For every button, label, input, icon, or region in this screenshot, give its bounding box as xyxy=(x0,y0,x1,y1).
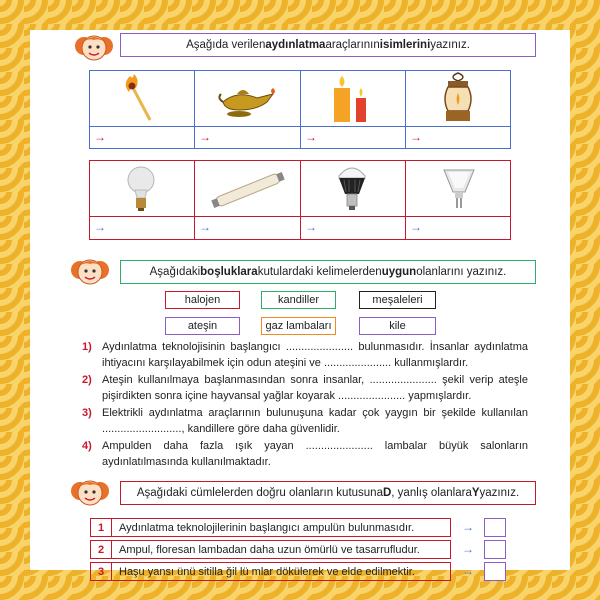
light-bulb-icon xyxy=(126,164,156,219)
statement-text: Haşu yansı ünü sitilla ğil lü mlar dökülerek ve elde edilmektir. xyxy=(111,562,451,581)
halogen-bulb-icon xyxy=(442,166,476,217)
arrow-icon: → xyxy=(462,564,474,578)
matchstick-icon xyxy=(120,72,160,129)
instruction-banner-1: Aşağıda verilen aydınlatma araçlarının isimlerini yazınız. xyxy=(120,33,536,57)
girl-face-icon xyxy=(68,256,112,288)
question-text: Ampulden daha fazla ışık yayan ...................... lambalar büyük salonların aydınlatılmasında kullanılmaktadır. xyxy=(102,440,528,468)
statement-text: Ampul, floresan lambadan daha uzun ömürlü ve tasarrufludur. xyxy=(111,540,451,559)
answer-box-2[interactable] xyxy=(484,540,506,559)
question-text: Ateşin kullanılmaya başlanmasından sonra insanlar, ...................... şekil verip ateşle pişirdikten sonra içine hayvansal yağlar koyarak ...................... yapmışlardır. xyxy=(102,374,528,402)
girl-face-icon xyxy=(68,477,112,509)
statement-number: 1 xyxy=(90,518,112,537)
arrow-icon: → xyxy=(94,130,106,144)
fluorescent-tube-icon xyxy=(208,170,288,215)
answer-box-3[interactable] xyxy=(484,562,506,581)
statement-number: 2 xyxy=(90,540,112,559)
arrow-icon: → xyxy=(410,220,422,234)
word-box-atesin: ateşin xyxy=(165,317,240,335)
worksheet-page xyxy=(30,30,570,578)
statement-text: Aydınlatma teknolojilerinin başlangıcı ampulün bulunmasıdır. xyxy=(111,518,451,537)
question-number: 2) xyxy=(82,374,92,386)
question-text: Elektrikli aydınlatma araçlarının bulunuşuna kadar çok yaygın bir şekilde kullanılan .........................., kandillere göre daha güvenlidir. xyxy=(102,407,528,435)
arrow-icon: → xyxy=(462,520,474,534)
arrow-icon: → xyxy=(305,130,317,144)
word-box-kile: kile xyxy=(359,317,436,335)
arrow-icon: → xyxy=(199,130,211,144)
word-box-gaz-lambalari: gaz lambaları xyxy=(261,317,336,335)
question-number: 3) xyxy=(82,407,92,419)
arrow-icon: → xyxy=(410,130,422,144)
arrow-icon: → xyxy=(199,220,211,234)
candles-icon xyxy=(328,72,374,129)
arrow-icon: → xyxy=(462,542,474,556)
instruction-banner-3: Aşağıdaki cümlelerden doğru olanların kutusuna D , yanlış olanlara Y yazınız. xyxy=(120,481,536,505)
answer-box-1[interactable] xyxy=(484,518,506,537)
question-text: Aydınlatma teknolojisinin başlangıcı ...................... bulunmasıdır. İnsanlar aydınlatma ihtiyacını karşılayabilmek için odun ateşini ve ...................... kullanmışlardır. xyxy=(102,341,528,369)
question-number: 1) xyxy=(82,341,92,353)
led-bulb-icon xyxy=(336,162,368,219)
word-box-mesaleleri: meşaleleri xyxy=(359,291,436,309)
lantern-icon xyxy=(438,71,478,130)
statement-number: 3 xyxy=(90,562,112,581)
girl-face-icon xyxy=(72,32,116,64)
question-number: 4) xyxy=(82,440,92,452)
instruction-banner-2: Aşağıdaki boşluklara kutulardaki kelimelerden uygun olanlarını yazınız. xyxy=(120,260,536,284)
oil-lamp-icon xyxy=(217,80,281,125)
word-box-kandiller: kandiller xyxy=(261,291,336,309)
arrow-icon: → xyxy=(305,220,317,234)
arrow-icon: → xyxy=(94,220,106,234)
word-box-halojen: halojen xyxy=(165,291,240,309)
